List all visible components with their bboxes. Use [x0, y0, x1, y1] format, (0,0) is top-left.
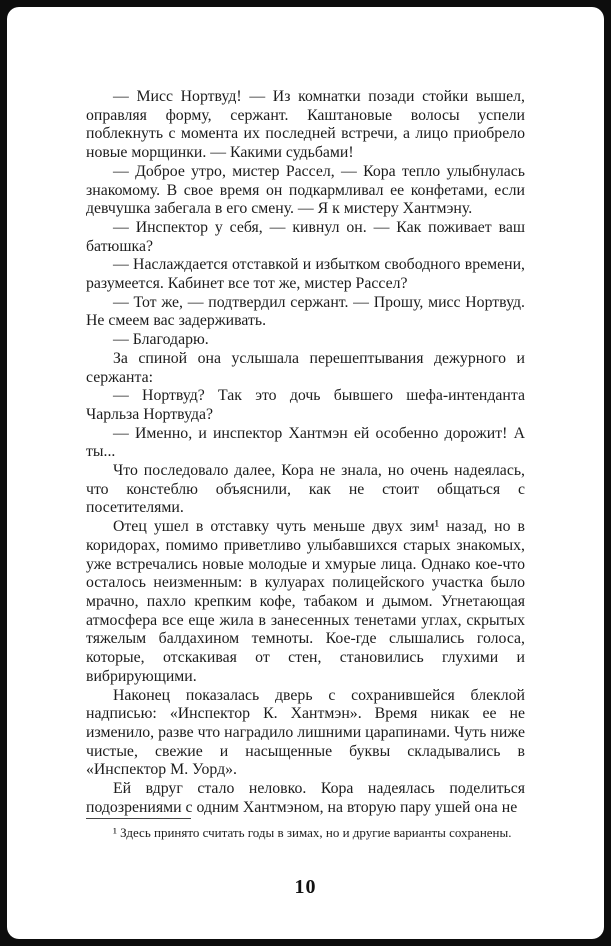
- book-page: [7, 7, 604, 939]
- paragraph: — Нортвуд? Так это дочь бывшего шефа-интенданта Чарльза Нортвуда?: [86, 387, 525, 423]
- paragraph: — Мисс Нортвуд! — Из комнатки позади стойки вышел, оправляя форму, сержант. Каштановые волосы успели поблекнуть с момента их последней встречи, а лицо приобрело новые морщинки. — Какими судьбами!: [86, 88, 525, 162]
- paragraph: Что последовало далее, Кора не знала, но очень надеялась, что констеблю объяснили, как не стоит общаться с посетителями.: [86, 462, 525, 517]
- page-number: 10: [294, 876, 317, 898]
- footnote-divider: [86, 818, 191, 819]
- footnote-text: ¹ Здесь принято считать годы в зимах, но и другие варианты сохранены.: [113, 825, 512, 840]
- paragraph: — Именно, и инспектор Хантмэн ей особенно дорожит! А ты...: [86, 424, 525, 461]
- page-text: [86, 88, 525, 817]
- paragraph: — Наслаждается отставкой и избытком свободного времени, разумеется. Кабинет все тот же, мистер Рассел?: [86, 256, 525, 293]
- paragraph: — Тот же, — подтвердил сержант. — Прошу, мисс Нортвуд. Не смеем вас задерживать.: [86, 293, 525, 330]
- footnote-area: [86, 818, 525, 842]
- paragraph: Ей вдруг стало неловко. Кора надеялась поделиться подозрениями с одним Хантмэном, на вторую пару ушей она не: [86, 780, 525, 816]
- paragraph: Отец ушел в отставку чуть меньше двух зим¹ назад, но в коридорах, помимо приветливо улыбавшихся старых знакомых, уже встречались новые молодые и хмурые лица. Однако кое-что осталось неизменным: в кулуарах полицейского участка было мрачно, пахло крепким кофе, табаком и дымом. Угнетающая атмосфера все еще жила в занесенных тенетами углах, скрытых тяжелым балдахином темноты. Кое-где слышались голоса, которые, отскакивая от стен, становились глухими и вибрирующими.: [86, 518, 525, 685]
- paragraph: — Инспектор у себя, — кивнул он. — Как поживает ваш батюшка?: [86, 218, 525, 255]
- paragraph: — Благодарю.: [113, 331, 209, 349]
- paragraph: — Доброе утро, мистер Рассел, — Кора тепло улыбнулась знакомому. В свое время он подкармливал ее конфетами, если девчушка забегала в его смену. — Я к мистеру Хантмэну.: [86, 162, 525, 218]
- paragraph: Наконец показалась дверь с сохранившейся блеклой надписью: «Инспектор К. Хантмэн». Время никак ее не изменило, разве что наградило лишними царапинами. Чуть ниже чистые, свежие и насыщенные буквы складывались в «Инспектор М. Уорд».: [86, 686, 525, 779]
- paragraph: За спиной она услышала перешептывания дежурного и сержанта:: [86, 349, 525, 386]
